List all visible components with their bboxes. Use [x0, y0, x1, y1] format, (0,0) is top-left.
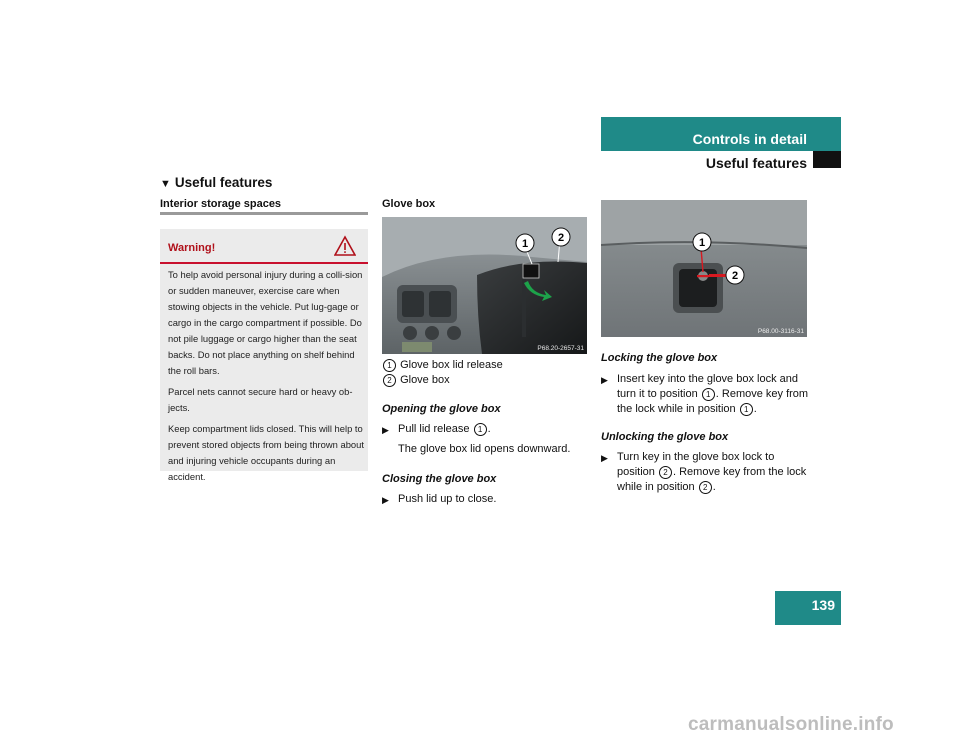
- number-1-icon: 1: [474, 423, 487, 436]
- number-2-icon: 2: [659, 466, 672, 479]
- opening-step: ▶ Pull lid release 1 .: [382, 422, 592, 438]
- closing-title: Closing the glove box: [382, 473, 497, 485]
- number-1-icon: 1: [383, 359, 396, 372]
- subsection-rule: [160, 212, 368, 215]
- callout-2: 2: [731, 270, 739, 282]
- arrow-right-icon: ▶: [601, 375, 608, 385]
- opening-title: Opening the glove box: [382, 403, 501, 415]
- glovebox-title: Glove box: [382, 198, 436, 210]
- number-2-icon: 2: [699, 481, 712, 494]
- header-marker: [813, 151, 841, 168]
- callout-1: 1: [521, 238, 529, 250]
- legend-item-2: 2 Glove box: [382, 373, 592, 388]
- number-1-icon: 1: [740, 403, 753, 416]
- warning-paragraph: Keep compartment lids closed. This will help to prevent stored objects from being thrown about and injuring vehicle occupants during an accident.: [168, 423, 364, 482]
- glovebox-photo: [382, 217, 587, 354]
- collapse-triangle-icon: ▼: [160, 178, 171, 190]
- locking-step: ▶ Insert key into the glove box lock and turn it to position 1 . Remove key from the lock while in position 1 .: [601, 373, 809, 415]
- unlocking-title: Unlocking the glove box: [601, 431, 729, 443]
- arrow-right-icon: ▶: [382, 425, 389, 435]
- lock-photo: [601, 200, 807, 337]
- arrow-right-icon: ▶: [382, 495, 389, 505]
- warning-paragraph: Parcel nets cannot secure hard or heavy ob-jects.: [168, 386, 353, 413]
- chapter-title: Controls in detail: [692, 131, 807, 147]
- section-title: ▼ Useful features: [160, 175, 273, 190]
- warning-body: [168, 267, 364, 490]
- page-number: 139: [811, 597, 835, 613]
- number-1-icon: 1: [702, 388, 715, 401]
- warning-box: [160, 229, 368, 482]
- image-code: P68.00-3116-31: [757, 328, 804, 335]
- warning-triangle-icon: [334, 235, 356, 257]
- number-2-icon: 2: [383, 374, 396, 387]
- subsection-title: Interior storage spaces: [160, 198, 282, 210]
- warning-title: Warning!: [168, 242, 216, 254]
- unlocking-step: ▶ Turn key in the glove box lock to position 2 . Remove key from the lock while in position 2 .: [601, 451, 807, 493]
- section-header: Useful features: [705, 155, 807, 171]
- callout-2: 2: [557, 232, 565, 244]
- locking-title: Locking the glove box: [601, 352, 718, 364]
- watermark: carmanualsonline.info: [688, 714, 894, 735]
- warning-paragraph: To help avoid personal injury during a colli-sion or sudden maneuver, exercise care when stowing objects in the vehicle. Put lug-gage or cargo in the cargo compartment if possible. Do not pile luggage or cargo higher than the seat backs. Do not place anything on shelf behind the roll bars.: [168, 269, 363, 376]
- arrow-right-icon: ▶: [601, 453, 608, 463]
- image-code: P68.20-2657-31: [537, 345, 584, 352]
- callout-1: 1: [698, 237, 706, 249]
- closing-step: ▶ Push lid up to close.: [382, 492, 592, 508]
- legend-item-1: 1 Glove box lid release: [382, 358, 592, 373]
- opening-result: The glove box lid opens downward.: [398, 443, 571, 455]
- warning-divider: [160, 262, 368, 264]
